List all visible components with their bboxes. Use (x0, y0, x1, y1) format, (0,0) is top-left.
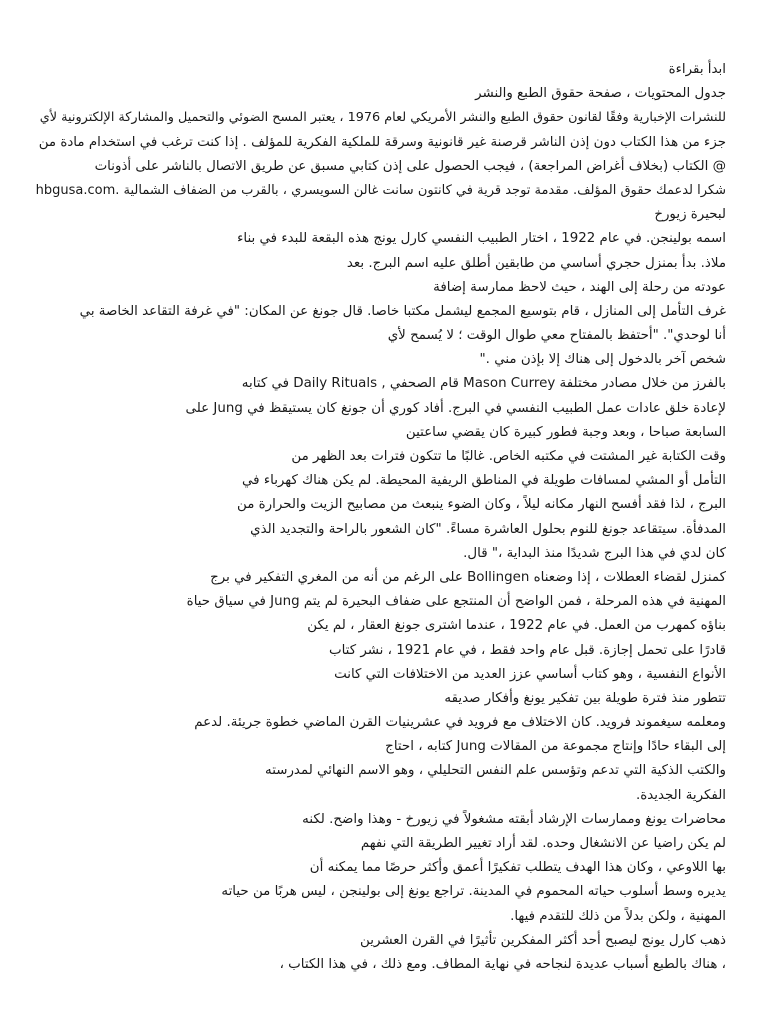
text-line: عودته من رحلة إلى الهند ، حيث لاحظ ممارسة إضافة (433, 279, 726, 295)
text-line: كمنزل لقضاء العطلات ، إذا وضعناه Bollingen على الرغم من أنه من المغري التفكير في برج (210, 569, 726, 585)
text-line: البرج ، لذا فقد أفسح النهار مكانه ليلاً ، وكان الضوء ينبعث من مصابيح الزيت والحرارة من (237, 497, 726, 513)
text-line: تتطور منذ فترة طويلة بين تفكير يونغ وأفكار صديقه (444, 690, 726, 706)
text-line: المهنية في هذه المرحلة ، فمن الواضح أن المنتجع على ضفاف البحيرة لم يتم Jung في سياق حياة (186, 594, 726, 610)
text-line: محاضرات يونغ وممارسات الإرشاد أبقته مشغولاً في زيورخ - وهذا واضح. لكنه (302, 811, 726, 827)
text-line: لم يكن راضيا عن الانشغال وحده. لقد أراد تغيير الطريقة التي نفهم (360, 836, 726, 851)
document-title-line: ابدأ بقراءة (668, 62, 726, 77)
text-line: التأمل أو المشي لمسافات طويلة في المناطق الريفية المحيطة. لم يكن هناك كهرباء في (242, 473, 726, 489)
text-line: كان لدي في هذا البرج شديدًا منذ البداية ،" قال. (463, 545, 726, 561)
text-line: اسمه بولينجن. في عام 1922 ، اختار الطبيب النفسي كارل يونج هذه البقعة للبدء في بناء (237, 231, 726, 247)
text-line: يديره وسط أسلوب حياته المحموم في المدينة. تراجع يونغ إلى بولينجن ، ليس هربًا من حياته (221, 884, 726, 900)
text-line: وقت الكتابة غير المشتت في مكتبه الخاص. غالبًا ما تتكون فترات بعد الظهر من (291, 449, 726, 464)
text-line: شخص آخر بالدخول إلى هناك إلا بإذن مني ." (479, 352, 726, 368)
text-line: جدول المحتويات ، صفحة حقوق الطبع والنشر (475, 86, 726, 102)
text-line: شكرا لدعمك حقوق المؤلف. مقدمة توجد قرية في كانتون سانت غالن السويسري ، بالقرب من الضفاف الشمالية .hbgusa.com (35, 182, 726, 198)
text-line: قادرًا على تحمل إجازة. قبل عام واحد فقط ، في عام 1921 ، نشر كتاب (328, 642, 726, 658)
text-line: لبحيرة زيورخ (654, 207, 726, 223)
text-line: ذهب كارل يونج ليصبح أحد أكثر المفكرين تأثيرًا في القرن العشرين (360, 932, 726, 948)
text-line: المدفأة. سيتقاعد جونغ للنوم بحلول العاشرة مساءً. "كان الشعور بالراحة والتجديد الذي (250, 521, 726, 537)
text-line: ملاذ. بدأ بمنزل حجري أساسي من طابقين أطلق عليه اسم البرج. بعد (346, 255, 726, 271)
text-line: أنا لوحدي". "أحتفظ بالمفتاح معي طوال الوقت ؛ لا يُسمح لأي (387, 328, 726, 344)
text-line: ، هناك بالطبع أسباب عديدة لنجاحه في نهاية المطاف. ومع ذلك ، في هذا الكتاب ، (279, 956, 726, 972)
text-line: الفكرية الجديدة. (635, 787, 726, 803)
text-line: بها اللاوعي ، وكان هذا الهدف يتطلب تفكيرًا أعمق وأكثر حرصًا مما يمكنه أن (309, 860, 726, 876)
text-line: للنشرات الإخبارية وفقًا لقانون حقوق الطبع والنشر الأمريكي لعام 1976 ، يعتبر المسح الضوئي والتحميل والمشاركة الإلكترونية لأي (39, 110, 726, 126)
text-line: لإعادة خلق عادات عمل الطبيب النفسي في البرج. أفاد كوري أن جونغ كان يستيقظ في Jung على (185, 400, 726, 416)
text-line: جزء من هذا الكتاب دون إذن الناشر قرصنة غير قانونية وسرقة للملكية الفكرية للمؤلف . إذا كنت ترغب في استخدام مادة من (38, 134, 726, 150)
text-line: غرف التأمل إلى المنازل ، قام بتوسيع المجمع ليشمل مكتبا خاصا. قال جونغ عن المكان: "في غرفة التقاعد الخاصة بي (79, 303, 726, 319)
text-line: @ الكتاب (بخلاف أغراض المراجعة) ، فيجب الحصول على إذن كتابي مسبق عن طريق الاتصال بالناشر على أذونات (94, 158, 726, 174)
text-line: والكتب الذكية التي تدعم وتؤسس علم النفس التحليلي ، وهو الاسم النهائي لمدرسته (265, 763, 726, 779)
text-line: بالفرز من خلال مصادر مختلفة Mason Currey قام الصحفي , Daily Rituals في كتابه (241, 376, 726, 392)
text-line: الأنواع النفسية ، وهو كتاب أساسي عزز العديد من الاختلافات التي كانت (334, 666, 726, 682)
body-text (36, 58, 726, 977)
text-line: المهنية ، ولكن بدلاً من ذلك للتقدم فيها. (510, 908, 726, 924)
text-line: إلى البقاء حادًا وإنتاج مجموعة من المقالات Jung كتابه ، احتاج (385, 739, 726, 755)
text-line: السابعة صباحا ، وبعد وجبة فطور كبيرة كان يقضي ساعتين (405, 424, 726, 440)
text-line: بناؤه كمهرب من العمل. في عام 1922 ، عندما اشترى جونغ العقار ، لم يكن (307, 618, 726, 634)
text-line: ومعلمه سيغموند فرويد. كان الاختلاف مع فرويد في عشرينيات القرن الماضي خطوة جريئة. لدعم (194, 715, 726, 731)
